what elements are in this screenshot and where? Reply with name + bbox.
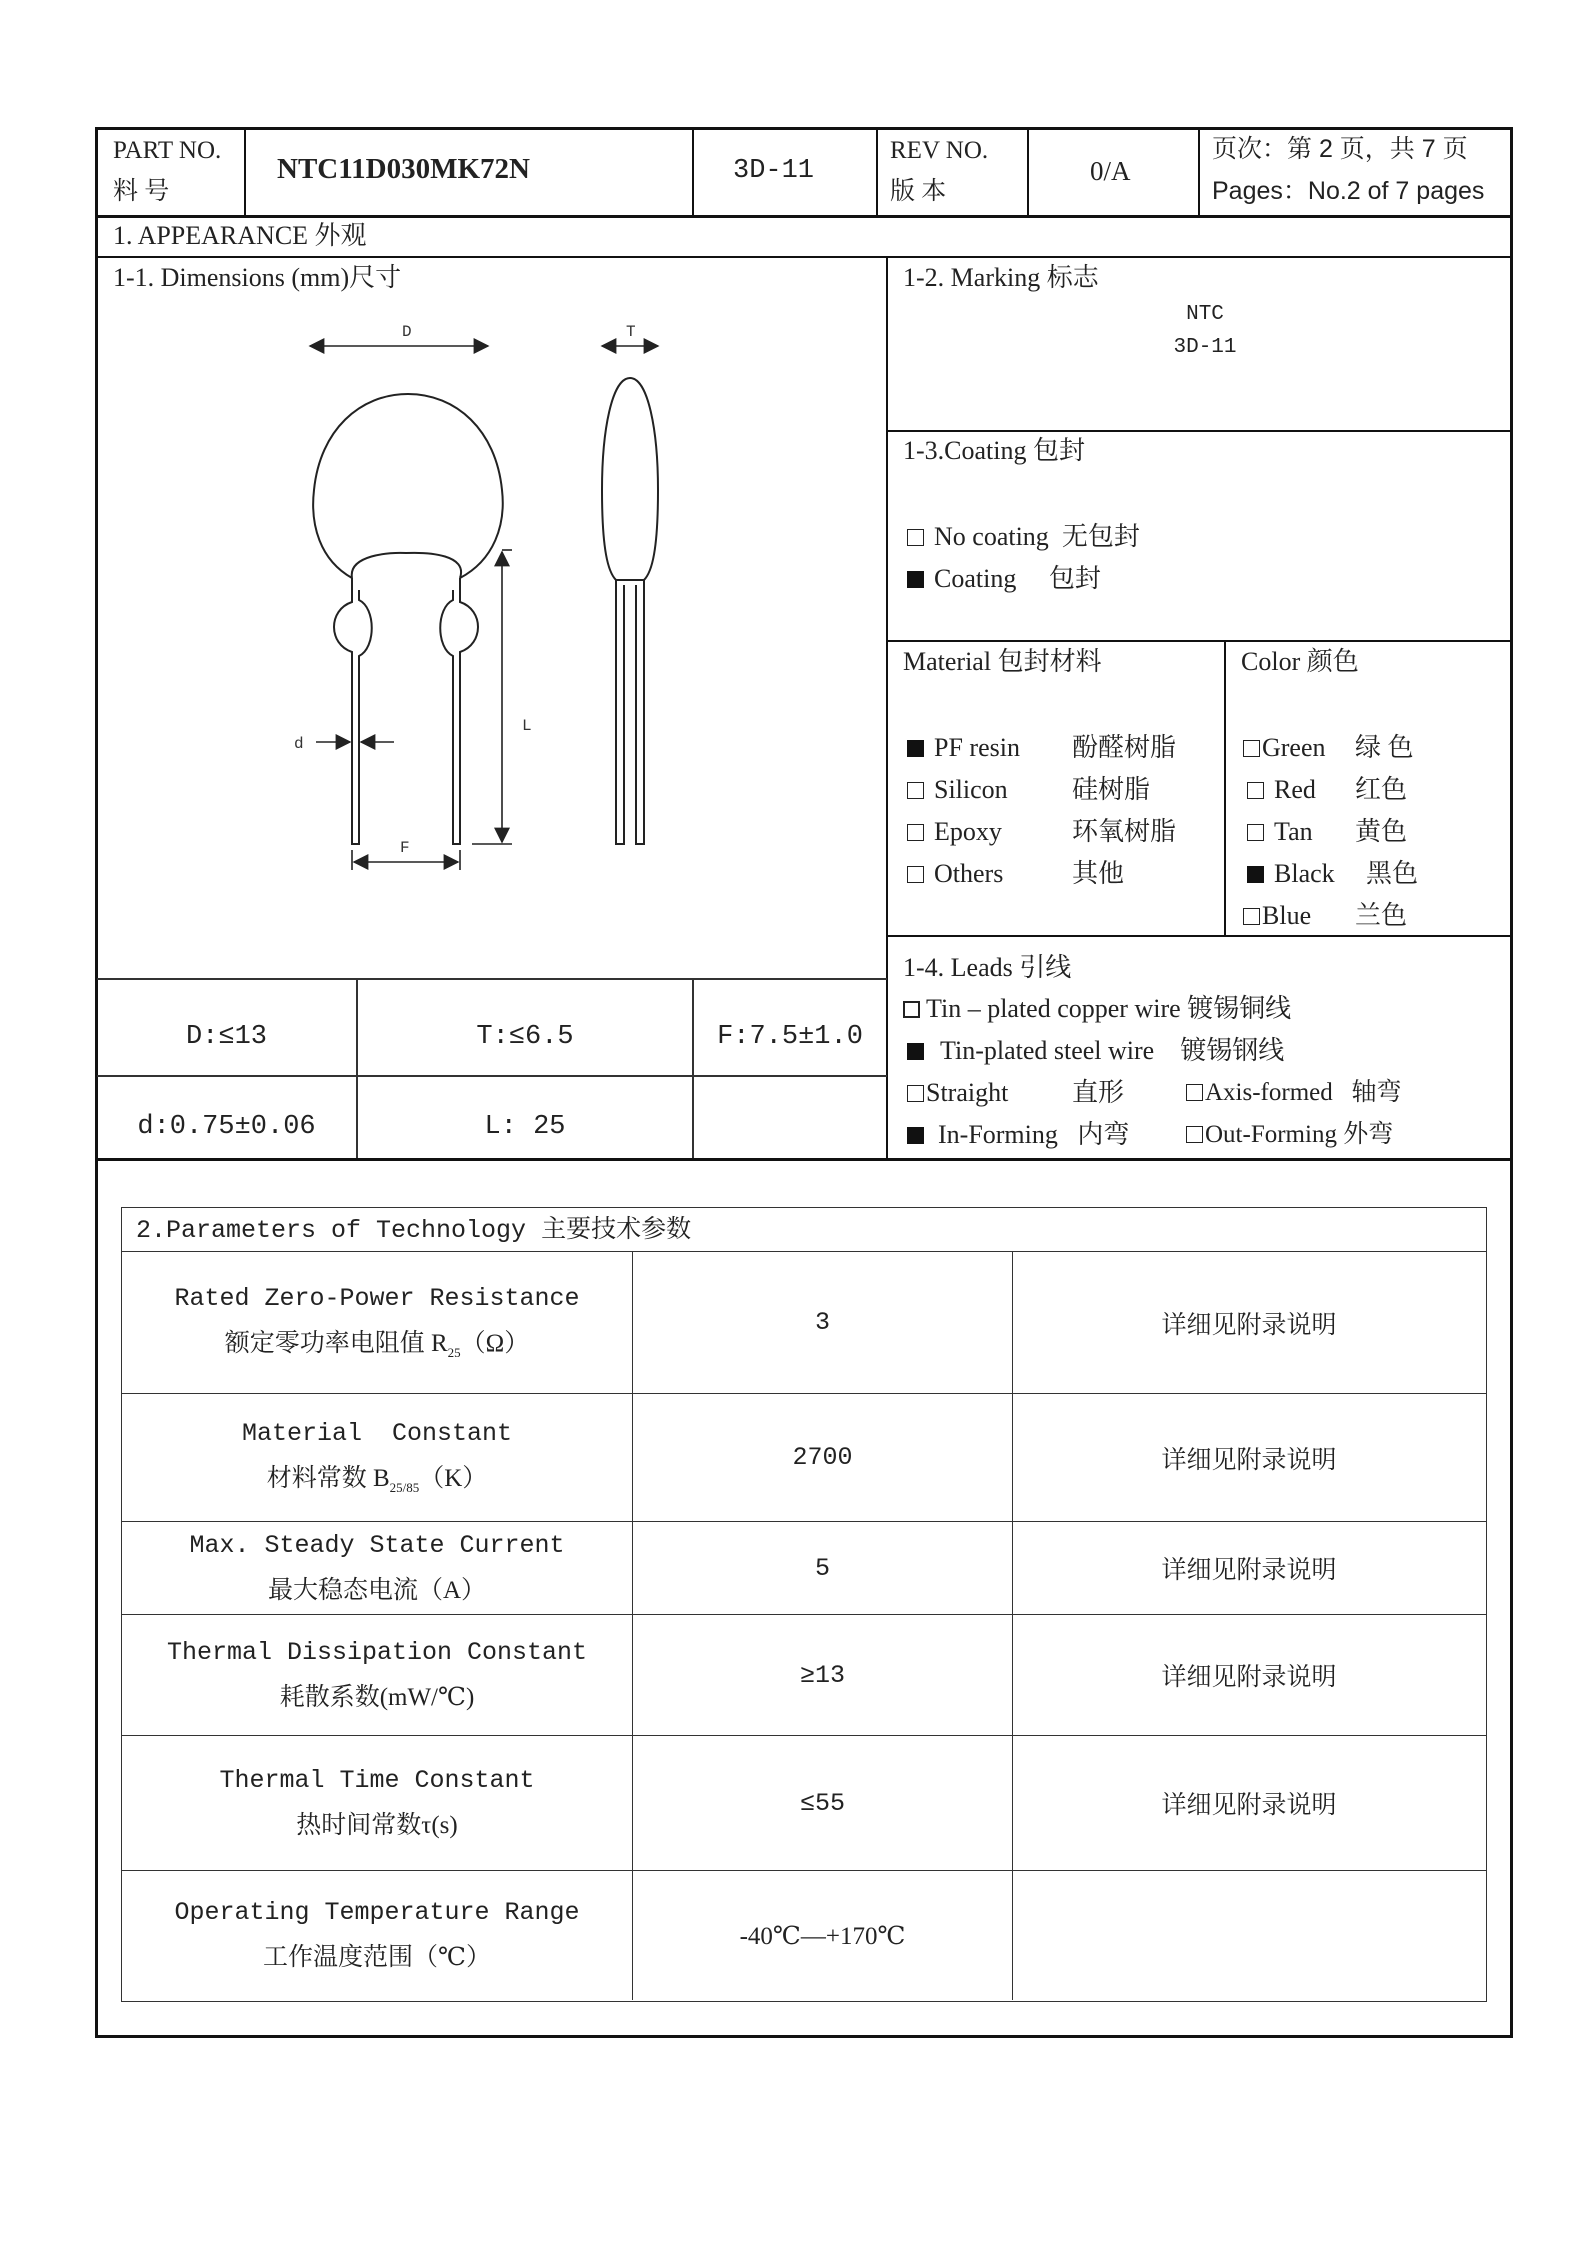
checkbox-icon (1243, 740, 1260, 757)
color-tan: Tan (1247, 819, 1313, 845)
parameters-title: 2.Parameters of Technology 主要技术参数 (136, 1216, 692, 1245)
lead-tin-steel: Tin-plated steel wire 镀锡钢线 (907, 1038, 1284, 1064)
label-T: T (626, 323, 636, 341)
thermistor-drawing (280, 310, 720, 880)
color-red-cn: 红色 (1355, 775, 1408, 804)
marking-line-1: NTC (1186, 303, 1224, 326)
leads-title: 1-4. Leads 引线 (903, 953, 1072, 982)
dim-T: T:≤6.5 (476, 1022, 574, 1052)
material-pf-resin: PF resin (907, 735, 1020, 761)
param-name-cn: 额定零功率电阻值 $R_{25}(\Omega)$ (224, 1330, 530, 1360)
color-black-cn: 黑色 (1366, 859, 1419, 888)
table-row (122, 1735, 1486, 1870)
material-others: Others (907, 861, 1003, 887)
param-note: 详细见附录说明 (1161, 1792, 1337, 1819)
checkbox-icon (907, 529, 924, 546)
material-others-cn: 其他 (1072, 859, 1125, 888)
revision: 0/A (1090, 156, 1131, 186)
table-row (122, 1393, 1486, 1521)
table-row (122, 1251, 1486, 1393)
coating-option-none: No coating 无包封 (907, 524, 1140, 550)
lead-right (440, 578, 478, 844)
dim-L: L: 25 (484, 1112, 566, 1142)
color-black: Black (1247, 861, 1335, 887)
lead-left (334, 578, 372, 844)
param-name-cn: 最大稳态电流（A） (267, 1576, 487, 1604)
table-row (122, 1521, 1486, 1614)
lead-tin-copper: Tin – plated copper wire 镀锡铜线 (903, 996, 1291, 1022)
page-indicator-cn: 页次：第 2 页，共 7 页 (1212, 135, 1468, 163)
dim-d: d:0.75±0.06 (137, 1112, 316, 1142)
disc-side-view (602, 378, 658, 580)
dim-D: D:≤13 (185, 1022, 267, 1052)
part-no-label-en: PART NO. (113, 137, 222, 164)
lead-in-forming: In-Forming 内弯 (907, 1122, 1129, 1148)
param-name-en: Thermal Dissipation Constant (166, 1637, 588, 1667)
checkbox-checked-icon (1247, 866, 1264, 883)
color-blue: Blue (1243, 903, 1311, 929)
checkbox-icon (907, 782, 924, 799)
coating-title: 1-3.Coating 包封 (903, 436, 1085, 465)
part-no-label-cn: 料 号 (113, 178, 170, 205)
material-epoxy: Epoxy (907, 819, 1002, 845)
checkbox-icon (1243, 908, 1260, 925)
checkbox-icon (1247, 782, 1264, 799)
param-note: 详细见附录说明 (1161, 1557, 1337, 1584)
param-name-en: Rated Zero-Power Resistance (174, 1284, 580, 1313)
param-name-en: Material Constant (241, 1419, 513, 1448)
marking-line-2: 3D-11 (1173, 336, 1237, 359)
checkbox-icon (1186, 1126, 1203, 1143)
checkbox-icon (903, 1001, 920, 1018)
checkbox-checked-icon (907, 1127, 924, 1144)
lead-axis-formed: Axis-formed 轴弯 (1186, 1080, 1402, 1105)
param-note: 详细见附录说明 (1161, 1664, 1337, 1691)
param-name-en: Thermal Time Constant (219, 1765, 535, 1795)
param-value: ≤55 (799, 1788, 845, 1818)
rev-label-en: REV NO. (890, 137, 989, 164)
checkbox-icon (907, 866, 924, 883)
coating-option-coating: Coating 包封 (907, 566, 1101, 592)
model-number: 3D-11 (733, 156, 815, 186)
lead-out-forming: Out-Forming 外弯 (1186, 1122, 1393, 1147)
label-D: D (402, 323, 412, 341)
param-value: -40℃—+170℃ (739, 1922, 906, 1950)
color-blue-cn: 兰色 (1355, 901, 1408, 930)
checkbox-checked-icon (907, 1043, 924, 1060)
label-L: L (522, 717, 532, 735)
param-note: 详细见附录说明 (1161, 1446, 1337, 1474)
param-value: 3 (814, 1308, 830, 1337)
label-F: F (400, 839, 410, 857)
checkbox-icon (907, 1085, 924, 1102)
table-row (122, 1614, 1486, 1735)
table-row (122, 1870, 1486, 2000)
dimensions-title: 1-1. Dimensions (mm)尺寸 (113, 263, 402, 292)
material-silicon-cn: 硅树脂 (1072, 775, 1151, 804)
param-name-cn: 工作温度范围（℃） (263, 1944, 491, 1971)
material-silicon: Silicon (907, 777, 1008, 803)
rev-label-cn: 版 本 (890, 178, 947, 205)
color-title: Color 颜色 (1241, 647, 1359, 676)
param-value: ≥13 (799, 1660, 845, 1690)
checkbox-icon (907, 824, 924, 841)
appearance-title: 1. APPEARANCE 外观 (113, 221, 367, 250)
checkbox-checked-icon (907, 740, 924, 757)
disc-front-view (313, 394, 503, 578)
parameters-table (121, 1207, 1487, 2002)
color-green: Green (1243, 735, 1326, 761)
param-name-en: Operating Temperature Range (174, 1898, 580, 1927)
dim-F: F:7.5±1.0 (717, 1022, 863, 1052)
param-name-cn: 材料常数 $B_{25/85}(K)$ (266, 1465, 488, 1495)
param-name-en: Max. Steady State Current (189, 1530, 565, 1560)
param-note: 详细见附录说明 (1161, 1311, 1337, 1339)
param-value: 2700 (792, 1443, 853, 1472)
page-indicator-en: Pages：No.2 of 7 pages (1212, 177, 1485, 205)
material-pf-resin-cn: 酚醛树脂 (1072, 733, 1177, 762)
lead-straight-cn: 直形 (1072, 1078, 1125, 1107)
material-title: Material 包封材料 (903, 647, 1102, 676)
lead-straight: Straight (907, 1080, 1008, 1106)
param-name-cn: 耗散系数(mW/℃) (279, 1683, 475, 1711)
param-value: 5 (814, 1553, 830, 1583)
color-tan-cn: 黄色 (1355, 817, 1408, 846)
param-name-cn: 热时间常数τ(s) (296, 1811, 458, 1839)
part-number: NTC11D030MK72N (277, 153, 530, 185)
label-d: d (294, 735, 304, 753)
color-red: Red (1247, 777, 1316, 803)
material-epoxy-cn: 环氧树脂 (1072, 817, 1177, 846)
checkbox-icon (1247, 824, 1264, 841)
checkbox-checked-icon (907, 571, 924, 588)
color-green-cn: 绿 色 (1355, 733, 1414, 762)
marking-title: 1-2. Marking 标志 (903, 263, 1099, 292)
checkbox-icon (1186, 1084, 1203, 1101)
